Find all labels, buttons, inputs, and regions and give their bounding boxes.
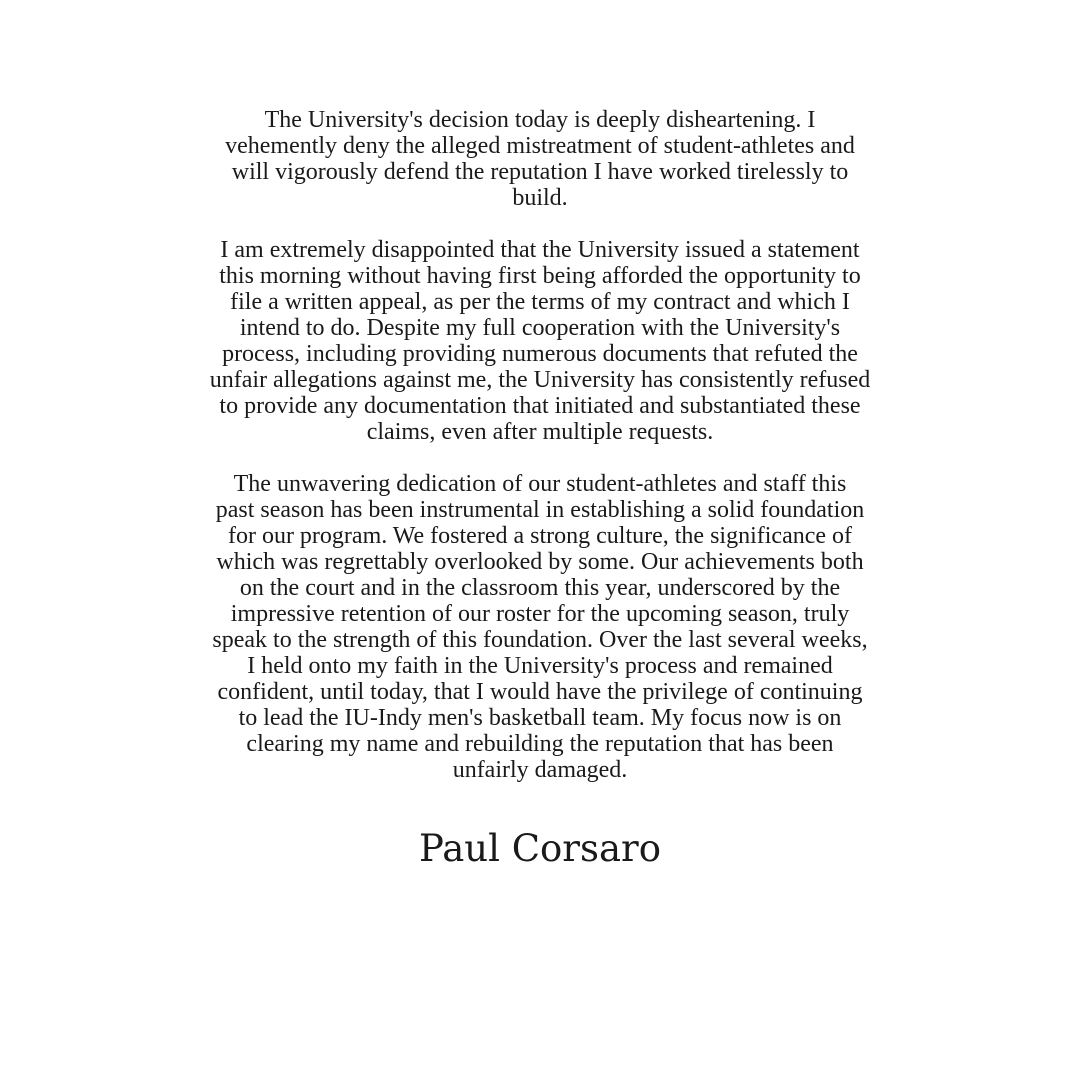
text-line: will vigorously defend the reputation I have worked tirelessly to — [231, 159, 849, 185]
text-line: I held onto my faith in the University's process and remained — [247, 653, 833, 679]
text-line: unfair allegations against me, the University has consistently refused — [209, 367, 871, 393]
text-line: past season has been instrumental in establishing a solid foundation — [215, 497, 865, 523]
text-line: which was regrettably overlooked by some. Our achievements both — [216, 549, 864, 575]
statement-body — [0, 107, 1080, 809]
text-line: for our program. We fostered a strong culture, the significance of — [227, 523, 853, 549]
text-line: to provide any documentation that initiated and substantiated these — [219, 393, 861, 419]
text-line: confident, until today, that I would have the privilege of continuing — [217, 679, 863, 705]
text-line: file a written appeal, as per the terms of my contract and which I — [230, 289, 850, 315]
text-line: intend to do. Despite my full cooperation with the University's — [239, 315, 841, 341]
text-line: process, including providing numerous documents that refuted the — [222, 341, 858, 367]
text-line: vehemently deny the alleged mistreatment of student-athletes and — [225, 133, 855, 159]
statement-paragraph — [0, 107, 1080, 211]
text-line: impressive retention of our roster for the upcoming season, truly — [230, 601, 850, 627]
statement-paragraph — [0, 471, 1080, 783]
text-line: claims, even after multiple requests. — [366, 419, 714, 445]
text-line: to lead the IU-Indy men's basketball team. My focus now is on — [238, 705, 842, 731]
text-line: I am extremely disappointed that the University issued a statement — [220, 237, 860, 263]
text-line: The University's decision today is deeply disheartening. I — [264, 107, 816, 133]
text-line: this morning without having first being afforded the opportunity to — [219, 263, 861, 289]
text-line: on the court and in the classroom this year, underscored by the — [239, 575, 841, 601]
text-line: unfairly damaged. — [452, 757, 628, 783]
text-line: clearing my name and rebuilding the reputation that has been — [246, 731, 834, 757]
signature: Paul Corsaro — [419, 827, 661, 870]
statement-paragraph — [0, 237, 1080, 445]
text-line: build. — [512, 185, 568, 211]
text-line: speak to the strength of this foundation. Over the last several weeks, — [212, 627, 868, 653]
text-line: The unwavering dedication of our student-athletes and staff this — [233, 471, 847, 497]
